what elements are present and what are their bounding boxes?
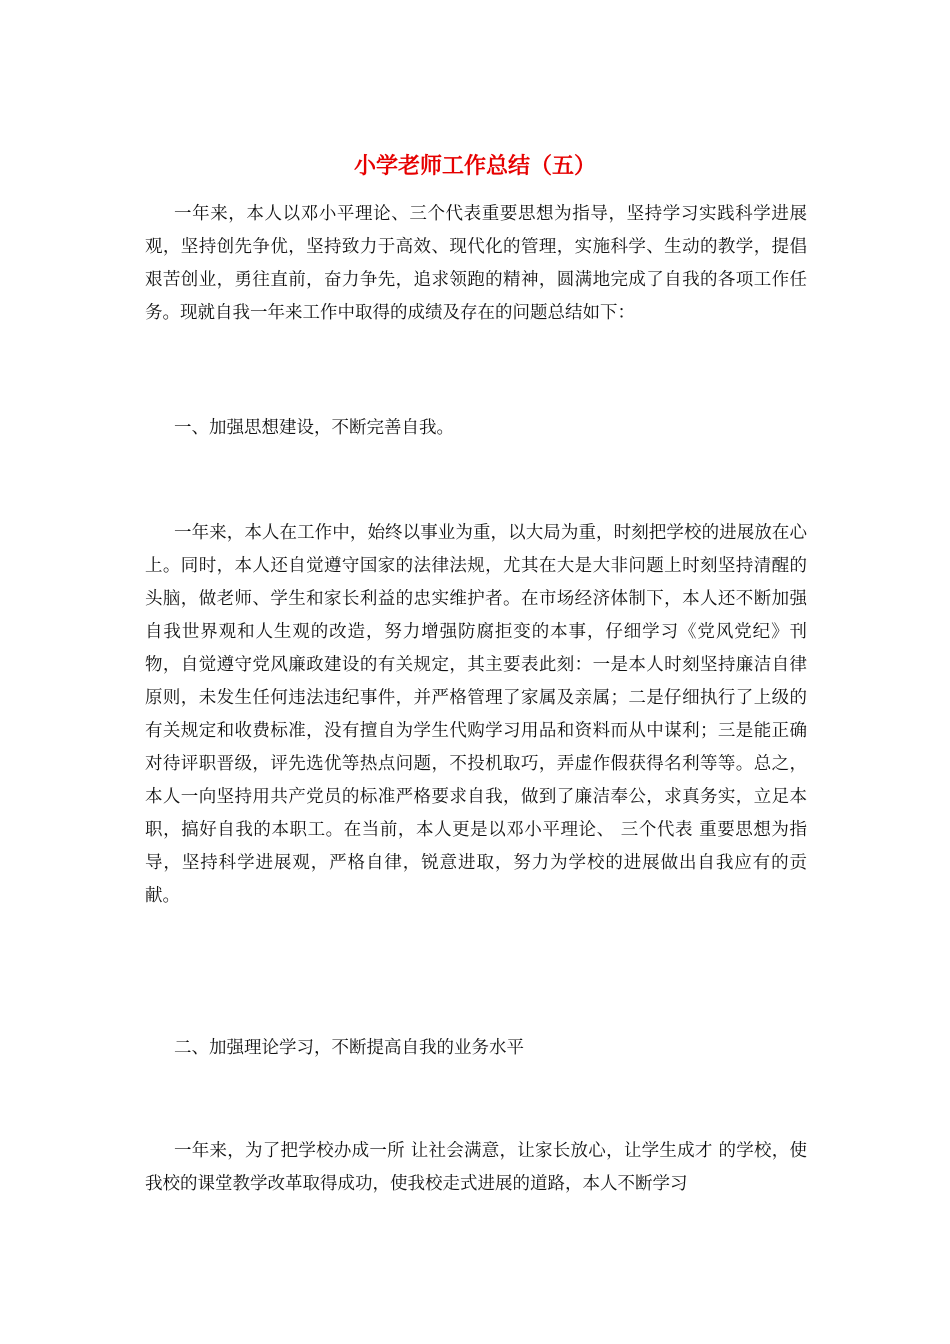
section-1-heading: 一、加强思想建设，不断完善自我。: [174, 418, 454, 438]
section-2-paragraph: 一年来，为了把学校办成一所 让社会满意，让家长放心，让学生成才 的学校，使我校的课堂教学改革取得成功，使我校走式进展的道路，本人不断学习: [145, 1141, 807, 1194]
section-2-heading: 二、加强理论学习，不断提高自我的业务水平: [174, 1038, 524, 1058]
intro-paragraph: 一年来，本人以邓小平理论、三个代表重要思想为指导，坚持学习实践科学进展观，坚持创先争优，坚持致力于高效、现代化的管理，实施科学、生动的教学，提倡艰苦创业，勇往直前，奋力争先，追求领跑的精神，圆满地完成了自我的各项工作任务。现就自我一年来工作中取得的成绩及存在的问题总结如下：: [145, 204, 807, 323]
section-1-paragraph: 一年来，本人在工作中，始终以事业为重，以大局为重，时刻把学校的进展放在心上。同时，本人还自觉遵守国家的法律法规，尤其在大是大非问题上时刻坚持清醒的头脑，做老师、学生和家长利益的忠实维护者。在市场经济体制下，本人还不断加强自我世界观和人生观的改造，努力增强防腐拒变的本事，仔细学习《党风党纪》刊物，自觉遵守党风廉政建设的有关规定，其主要表此刻：一是本人时刻坚持廉洁自律原则，未发生任何违法违纪事件，并严格管理了家属及亲属；二是仔细执行了上级的有关规定和收费标准，没有擅自为学生代购学习用品和资料而从中谋利；三是能正确对待评职晋级，评先选优等热点问题，不投机取巧，弄虚作假获得名利等等。总之，本人一向坚持用共产党员的标准严格要求自我，做到了廉洁奉公，求真务实，立足本职，搞好自我的本职工。在当前，本人更是以邓小平理论、 三个代表 重要思想为指导，坚持科学进展观，严格自律，锐意进取，努力为学校的进展做出自我应有的贡献。: [145, 523, 807, 906]
document-title: 小学老师工作总结（五）: [353, 153, 596, 179]
